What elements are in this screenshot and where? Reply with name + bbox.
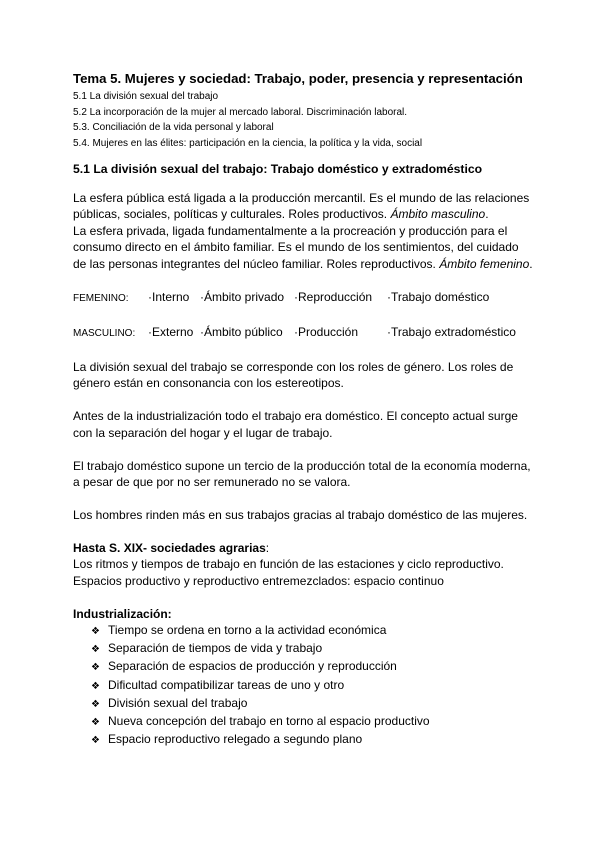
- diamond-bullet-icon: ❖: [91, 626, 100, 637]
- list-item: [91, 731, 533, 749]
- table-of-contents: [73, 89, 533, 151]
- agrarian-section: [73, 540, 533, 589]
- private-sphere-text: La esfera privada, ligada fundamentalmente a la procreación y producción para el consumo directo en el ámbito familiar. Es el mundo de los sentimientos, del cuidado de las personas integrantes del núcleo familiar. Roles reproductivos.: [73, 223, 519, 271]
- public-sphere-paragraph: [73, 190, 533, 223]
- list-item: [91, 658, 533, 676]
- toc-item: 5.2 La incorporación de la mujer al mercado laboral. Discriminación laboral.: [73, 106, 408, 118]
- diamond-bullet-icon: ❖: [91, 680, 100, 692]
- masculino-item: ·Trabajo extradoméstico: [387, 325, 516, 340]
- toc-item: 5.1 La división sexual del trabajo: [73, 91, 219, 102]
- body-paragraph: La división sexual del trabajo se corresponde con los roles de género. Los roles de género están en consonancia con los estereotipos.: [73, 360, 514, 391]
- agrarian-line: Los ritmos y tiempos de trabajo en función de las estaciones y ciclo reproductivo.: [73, 557, 504, 572]
- body-paragraph: Los hombres rinden más en sus trabajos gracias al trabajo doméstico de las mujeres.: [73, 507, 528, 522]
- diamond-bullet-icon: ❖: [91, 717, 100, 729]
- femenino-label: FEMENINO:: [73, 293, 129, 305]
- list-item: [91, 640, 533, 658]
- public-sphere-text: La esfera pública está ligada a la producción mercantil. Es el mundo de las relaciones públicas, sociales, políticas y culturales. Roles productivos.: [73, 191, 530, 222]
- list-item-text: Nueva concepción del trabajo en torno al espacio productivo: [108, 714, 430, 729]
- toc-item: 5.3. Conciliación de la vida personal y laboral: [73, 122, 274, 133]
- femenino-item: ·Reproducción: [294, 290, 373, 305]
- list-item-text: Dificultad compatibilizar tareas de uno y otro: [108, 677, 345, 692]
- section-heading: 5.1 La división sexual del trabajo: Trabajo doméstico y extradoméstico: [73, 162, 483, 176]
- list-item-text: División sexual del trabajo: [108, 695, 248, 710]
- public-sphere-emphasis: Ámbito masculino: [390, 207, 486, 222]
- femenino-item: ·Ámbito privado: [200, 290, 285, 305]
- agrarian-heading: Hasta S. XIX- sociedades agrarias: [73, 540, 266, 555]
- femenino-item: ·Interno: [148, 290, 190, 305]
- masculino-label: MASCULINO:: [73, 328, 136, 340]
- private-sphere-paragraph: [73, 223, 533, 272]
- diamond-bullet-icon: ❖: [91, 662, 100, 674]
- period: .: [529, 256, 533, 271]
- toc-item: 5.4. Mujeres en las élites: participación en la ciencia, la política y la vida, social: [73, 137, 423, 149]
- list-item-text: Separación de espacios de producción y reproducción: [108, 659, 397, 674]
- diamond-bullet-icon: ❖: [91, 644, 100, 656]
- industrial-heading: Industrialización:: [73, 606, 172, 621]
- document-page: [73, 70, 533, 749]
- diamond-bullet-icon: ❖: [91, 735, 100, 747]
- agrarian-line: Espacios productivo y reproductivo entremezclados: espacio continuo: [73, 573, 444, 588]
- private-sphere-emphasis: Ámbito femenino: [439, 256, 530, 271]
- document-title: Tema 5. Mujeres y sociedad: Trabajo, poder, presencia y representación: [73, 71, 523, 86]
- masculino-item: ·Producción: [294, 325, 359, 340]
- masculino-row: [73, 324, 533, 342]
- agrarian-heading-line: [73, 540, 533, 556]
- femenino-row: [73, 289, 533, 307]
- body-paragraph: El trabajo doméstico supone un tercio de la producción total de la economía moderna, a pesar de que por no ser remunerado no se valora.: [73, 458, 531, 490]
- industrial-section: [73, 606, 533, 750]
- list-item: [91, 695, 533, 713]
- list-item: [91, 622, 533, 640]
- list-item-text: Tiempo se ordena en torno a la actividad económica: [108, 623, 387, 637]
- industrial-list: [73, 622, 533, 749]
- period: .: [485, 207, 489, 222]
- masculino-item: ·Externo: [148, 325, 194, 340]
- list-item: [91, 713, 533, 731]
- masculino-item: ·Ámbito público: [200, 325, 283, 340]
- list-item-text: Espacio reproductivo relegado a segundo plano: [108, 732, 363, 747]
- body-paragraph: Antes de la industrialización todo el trabajo era doméstico. El concepto actual surge con la separación del hogar y el lugar de trabajo.: [73, 409, 518, 440]
- list-item: [91, 677, 533, 695]
- femenino-item: ·Trabajo doméstico: [387, 290, 490, 305]
- diamond-bullet-icon: ❖: [91, 698, 100, 710]
- list-item-text: Separación de tiempos de vida y trabajo: [108, 641, 323, 656]
- colon: :: [265, 540, 270, 555]
